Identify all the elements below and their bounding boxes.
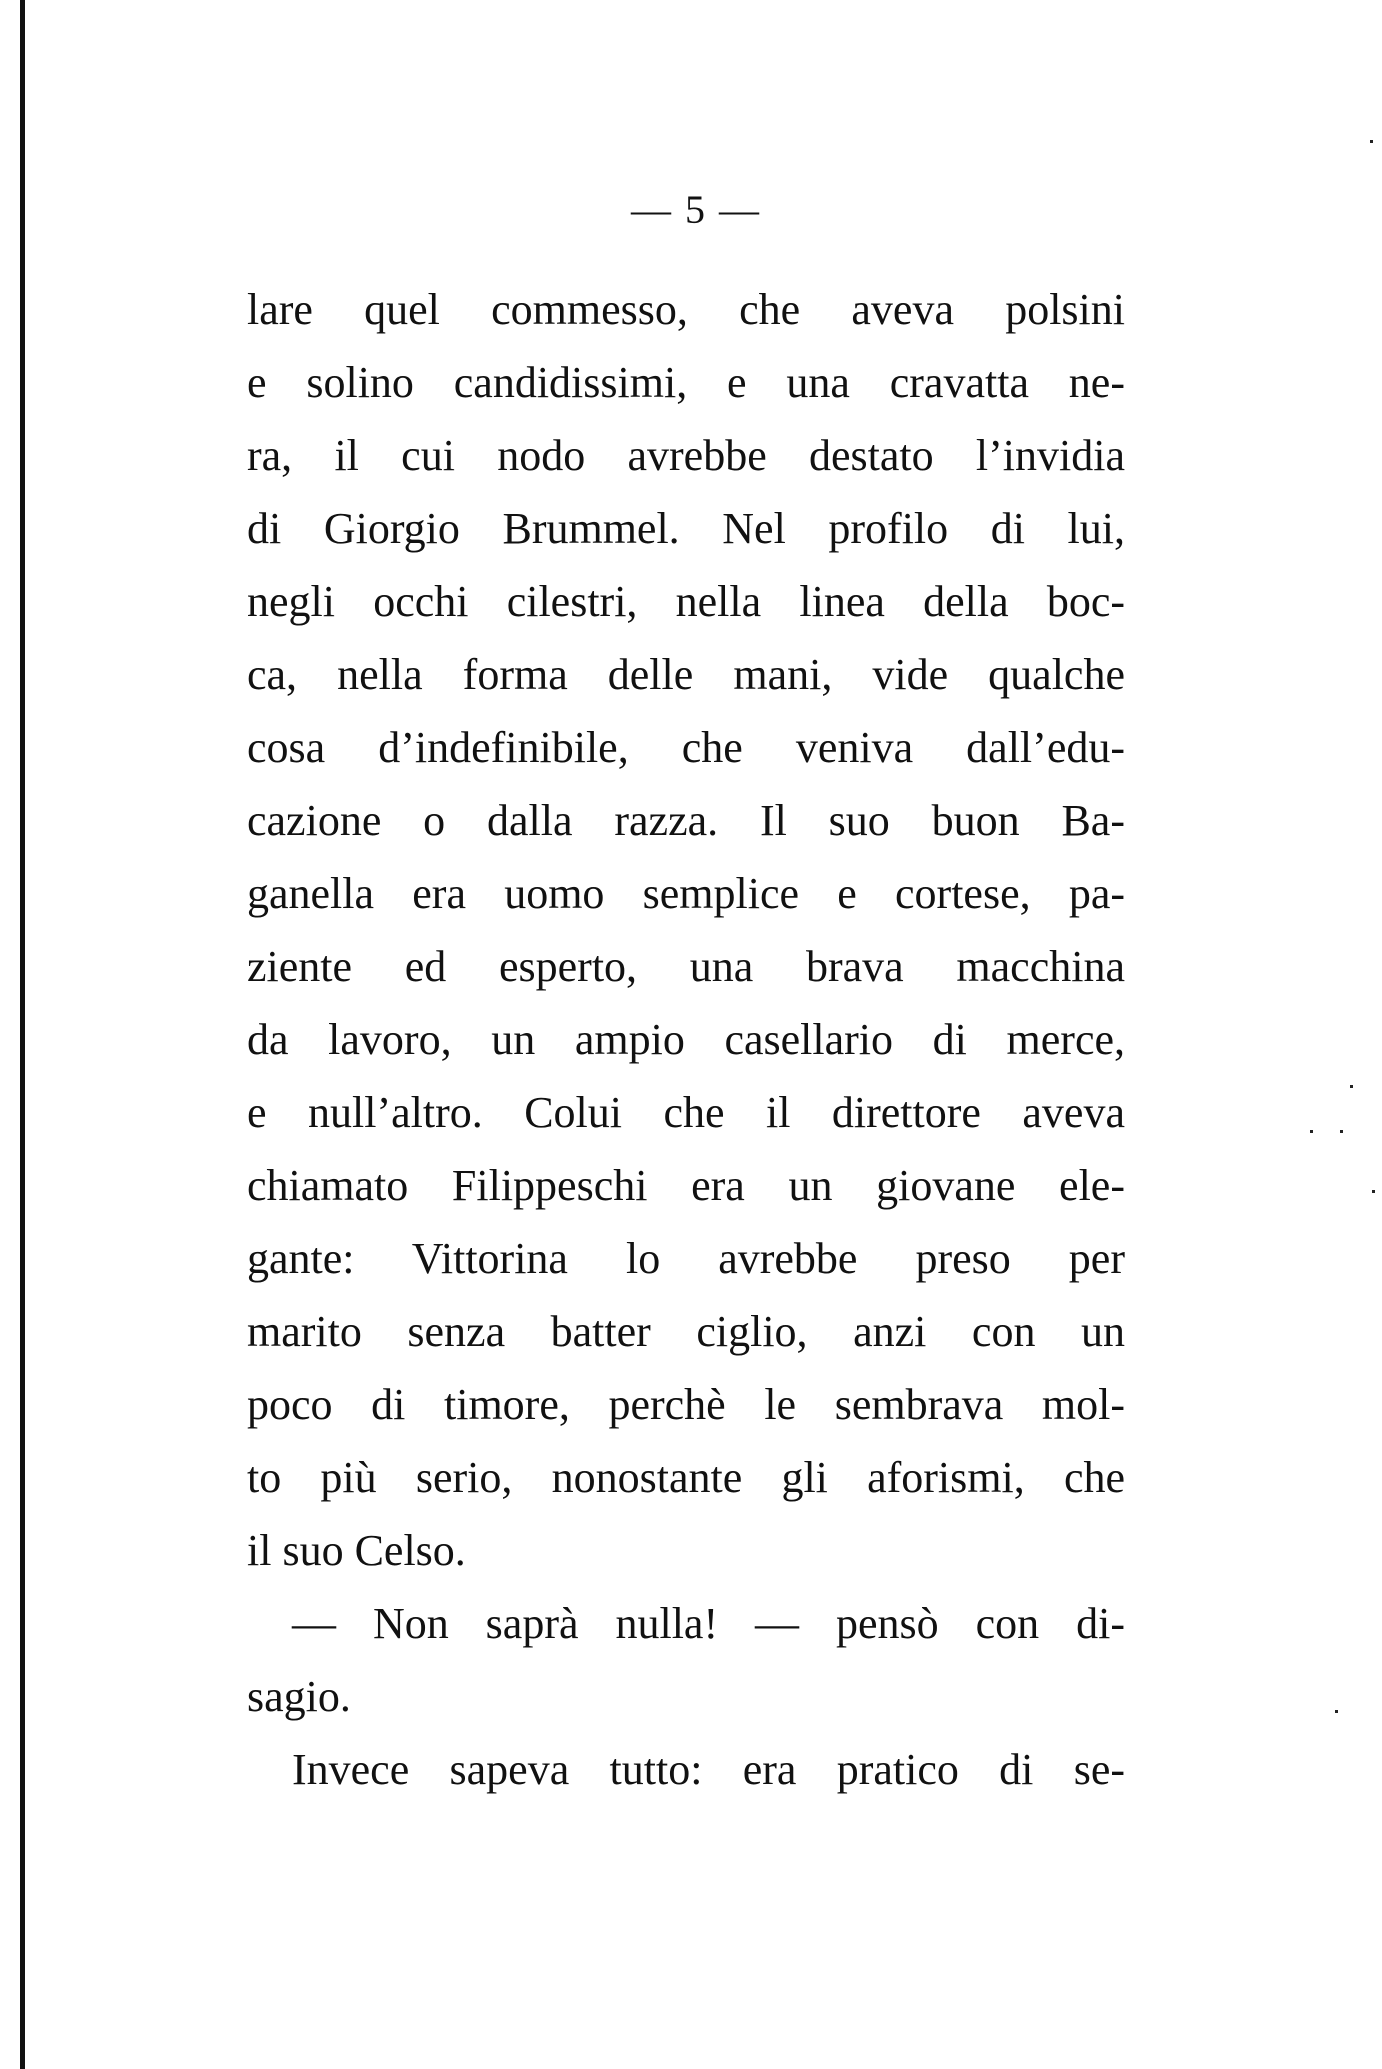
text-line: to più serio, nonostante gli aforismi, che: [247, 1453, 1125, 1502]
text-line: di Giorgio Brummel. Nel profilo di lui,: [247, 504, 1125, 553]
page-edge-line: [20, 0, 25, 2069]
text-line: negli occhi cilestri, nella linea della boc-: [247, 577, 1125, 626]
text-line: cosa d’indefinibile, che veniva dall’edu-: [247, 723, 1125, 772]
text-line: ra, il cui nodo avrebbe destato l’invidia: [247, 431, 1125, 480]
text-line: ganella era uomo semplice e cortese, pa-: [247, 869, 1125, 918]
text-line: cazione o dalla razza. Il suo buon Ba-: [247, 796, 1125, 845]
text-line: Invece sapeva tutto: era pratico di se-: [292, 1745, 1125, 1794]
text-line: lare quel commesso, che aveva polsini: [247, 285, 1125, 334]
scan-speck: [1350, 1085, 1353, 1088]
text-line: ziente ed esperto, una brava macchina: [247, 942, 1125, 991]
text-line: da lavoro, un ampio casellario di merce,: [247, 1015, 1125, 1064]
scan-speck: [1310, 1130, 1313, 1133]
text-line: sagio.: [247, 1672, 351, 1721]
text-line: e solino candidissimi, e una cravatta ne-: [247, 358, 1125, 407]
text-line: il suo Celso.: [247, 1526, 466, 1575]
text-line: poco di timore, perchè le sembrava mol-: [247, 1380, 1125, 1429]
text-line: gante: Vittorina lo avrebbe preso per: [247, 1234, 1125, 1283]
text-line: e null’altro. Colui che il direttore aveva: [247, 1088, 1125, 1137]
scan-speck: [1372, 1190, 1375, 1193]
text-line: ca, nella forma delle mani, vide qualche: [247, 650, 1125, 699]
scan-speck: [1340, 1130, 1343, 1133]
body-text: [247, 273, 1125, 1806]
page-number: — 5 —: [631, 187, 761, 232]
text-line: chiamato Filippeschi era un giovane ele-: [247, 1161, 1125, 1210]
text-line: — Non saprà nulla! — pensò con di-: [292, 1599, 1125, 1648]
text-line: marito senza batter ciglio, anzi con un: [247, 1307, 1125, 1356]
scan-speck: [1370, 140, 1373, 143]
scan-speck: [1335, 1710, 1338, 1713]
